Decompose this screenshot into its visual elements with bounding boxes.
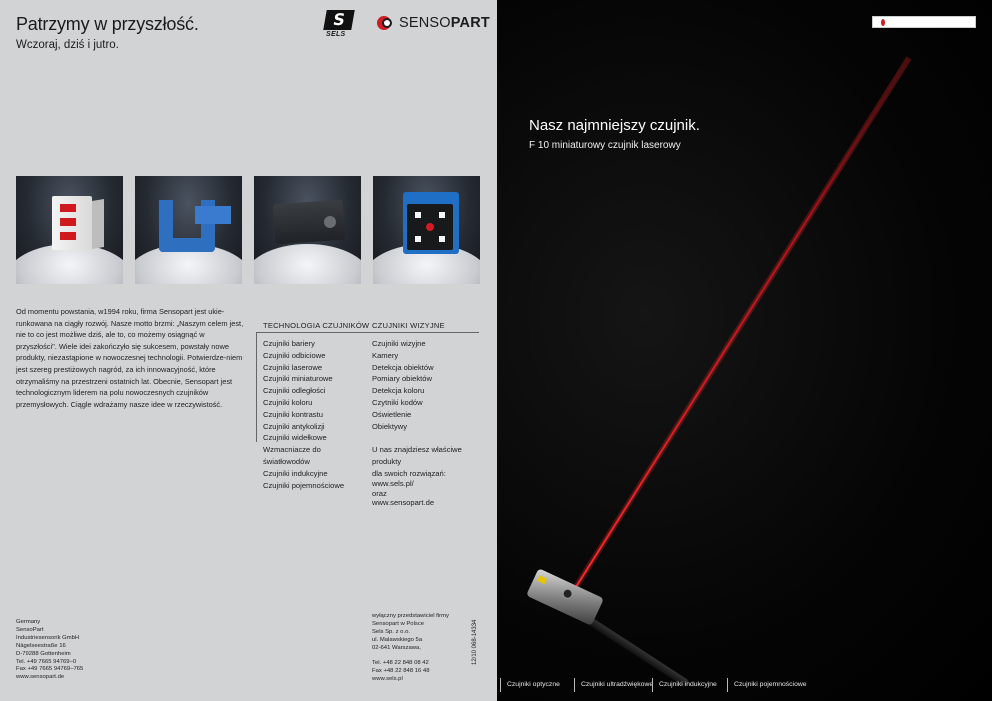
nav-optical-sensors[interactable]: Czujniki optyczne xyxy=(500,678,560,692)
list-item: Czujniki laserowe xyxy=(263,362,323,372)
product-photo-black-sensor xyxy=(254,176,361,284)
sensopart-logo-text: SENSOPART xyxy=(399,15,490,31)
list-item: Czujniki antykolizji xyxy=(263,421,325,431)
column-divider xyxy=(256,332,257,442)
list-item: Czujniki wizyjne xyxy=(372,339,426,348)
product-photo-vision-sensor xyxy=(373,176,480,284)
product-subtitle: F 10 miniaturowy czujnik laserowy xyxy=(529,140,681,151)
nav-ultrasonic-sensors[interactable]: Czujniki ultradźwiękowe xyxy=(574,678,653,692)
sels-logo-mark: S xyxy=(323,10,355,30)
sels-web-link[interactable]: www.sels.pl xyxy=(372,676,403,683)
product-title: Nasz najmniejszy czujnik. xyxy=(529,117,700,134)
list-item: Czujniki pojemnościowe xyxy=(263,480,345,490)
list-item: Czujniki kontrastu xyxy=(263,409,323,419)
product-photos xyxy=(16,176,480,284)
document-code: 12/10 068-14334 xyxy=(472,619,478,665)
list-item: Czujniki bariery xyxy=(263,339,315,348)
list-item: Czujniki odległości xyxy=(263,386,326,396)
list-item: Czujniki indukcyjne xyxy=(263,468,328,478)
list-item: Detekcja koloru xyxy=(372,386,425,396)
help-line: oraz xyxy=(372,488,387,498)
website-info xyxy=(372,444,482,508)
help-line: dla swoich rozwiązań: xyxy=(372,468,446,478)
list-item: Detekcja obiektów xyxy=(372,362,434,372)
list-item: Czujniki miniaturowe xyxy=(263,374,333,384)
sensor-technology-list xyxy=(263,338,344,491)
list-item: Czujniki koloru xyxy=(263,397,313,407)
intro-paragraph: Od momentu powstania, w1994 roku, firma Sensopart jest ukie-runkowana na ciągły rozwój. Nasze motto brzmi: „Naszym celem jest, nie to co jest możliwe dziś, ale to, co możemy osiągnąć w przyszłości". Wiele idei zakończyło się sukcesem, powstały nowe produkty, niezastąpione w nowoczesnej technologii. Potwierdze-niem jest szereg prestiżowych nagród, za ich innowacyjność, które otrzymaliśmy na przestrzeni ostatnich lat. Obecnie, Sensopart jest technologicznym liderem na polu nowoczesnych czujników przemysłowych. Ciągle wdrażamy nasze idee w rzeczywistość. xyxy=(16,307,244,409)
vision-sensors-list xyxy=(372,338,434,432)
list-item: Wzmacniacze do xyxy=(263,445,321,455)
list-item: Pomiary obiektów xyxy=(372,374,432,384)
sels-link[interactable]: www.sels.pl/ xyxy=(372,479,414,489)
sensopart-logo xyxy=(377,15,490,31)
address-germany: Germany SensoPart Industriesensorik GmbH Nägelseestraße 16 D-79288 Gottenheim Tel. +49 7665 94769–0 Fax +49 7665 94769–765 www.sensopart.de xyxy=(16,619,84,681)
category-nav xyxy=(497,678,992,694)
right-page xyxy=(497,0,992,701)
help-line: produkty xyxy=(372,456,402,466)
sensopart-web-link[interactable]: www.sensopart.de xyxy=(16,674,65,681)
page-subtitle: Wczoraj, dziś i jutro. xyxy=(16,39,119,51)
sensor-technology-heading: TECHNOLOGIA CZUJNIKÓW xyxy=(263,321,370,330)
help-line: U nas znajdziesz właściwe xyxy=(372,445,462,454)
sensopart-link[interactable]: www.sensopart.de xyxy=(372,498,435,508)
page-title: Patrzymy w przyszłość. xyxy=(16,14,199,34)
nav-capacitive-sensors[interactable]: Czujniki pojemnościowe xyxy=(727,678,807,692)
list-item: Kamery xyxy=(372,350,399,360)
address-poland: wyłączny przedstawiciel firmy Sensopart w Polsce Sels Sp. z o.o. ul. Malawskiego 5a 02-641 Warszawa, Tel. +48 22 848 08 42 Fax +48 22 848 16 48 www.sels.pl xyxy=(372,613,449,683)
list-item: Czujniki widełkowe xyxy=(263,433,327,443)
product-photo-white-sensor xyxy=(16,176,123,284)
heading-divider xyxy=(256,332,479,333)
product-photo-fork-sensor xyxy=(135,176,242,284)
nav-inductive-sensors[interactable]: Czujniki indukcyjne xyxy=(652,678,717,692)
list-item: Czujniki odbiciowe xyxy=(263,350,326,360)
vision-sensors-heading: CZUJNIKI WIZYJNE xyxy=(372,321,445,330)
list-item: światłowodów xyxy=(263,456,310,466)
list-item: Obiektywy xyxy=(372,421,408,431)
list-item: Oświetlenie xyxy=(372,409,412,419)
sels-logo-text: SELS xyxy=(326,31,346,38)
sels-logo xyxy=(325,10,353,38)
sensopart-logo-icon xyxy=(377,16,395,30)
list-item: Czytniki kodów xyxy=(372,397,423,407)
